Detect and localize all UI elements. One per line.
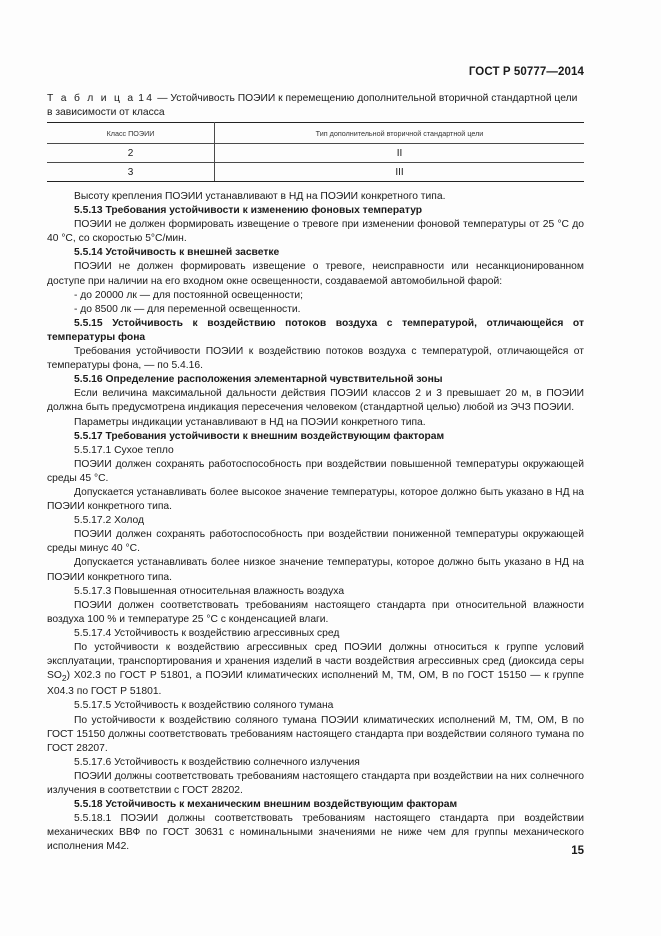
paragraph: Если величина максимальной дальности действия ПОЭИИ классов 2 и 3 превышает 20 м, в ПОЭИИ должна быть предусмотрена индикация пересечения человеком (стандартной целью) любой из ЭЧЗ ПОЭИИ.	[47, 388, 584, 414]
table-header-class: Класс ПОЭИИ	[47, 123, 215, 144]
subsection-heading: 5.5.17.3 Повышенная относительная влажность воздуха	[74, 585, 345, 597]
table-caption	[47, 92, 585, 120]
subsection-heading: 5.5.17.2 Холод	[74, 515, 144, 527]
stability-table	[47, 122, 584, 182]
paragraph: Требования устойчивости ПОЭИИ к воздействию потоков воздуха с температурой, отличающейся от температуры фона, — по 5.4.16.	[47, 346, 584, 372]
table-header-row	[47, 123, 584, 144]
table-cell-target-type: II	[215, 144, 585, 163]
subsection-heading: 5.5.17.6 Устойчивость к воздействию солнечного излучения	[74, 756, 360, 768]
section-heading-5-5-15: 5.5.15 Устойчивость к воздействию потоков воздуха с температурой, отличающейся от температуры фона	[47, 317, 584, 343]
paragraph: ПОЭИИ не должен формировать извещение о тревоге, неисправности или несанкционированном доступе при наличии на его входном окне освещенности, создаваемой автомобильной фарой:	[47, 261, 584, 287]
section-heading-5-5-18: 5.5.18 Устойчивость к механическим внешним воздействующим факторам	[74, 799, 458, 811]
paragraph: ПОЭИИ должен сохранять работоспособность при воздействии пониженной температуры окружающей среды минус 40 °С.	[47, 529, 584, 555]
list-item: - до 20000 лк — для постоянной освещенности;	[74, 289, 304, 301]
section-heading-5-5-17: 5.5.17 Требования устойчивости к внешним воздействующим факторам	[74, 430, 445, 442]
paragraph-text: По устойчивости к воздействию агрессивных сред ПОЭИИ должны относиться к группе условий эксплуатации, транспортирования и хранения изделий в части воздействия агрессивных сред (диоксида серы SO	[47, 642, 584, 682]
table-cell-class: 3	[47, 163, 215, 182]
table-caption-number: 14	[138, 93, 155, 104]
list-item: - до 8500 лк — для переменной освещенности.	[74, 303, 301, 315]
table-header-target-type: Тип дополнительной вторичной стандартной цели	[215, 123, 585, 144]
table-cell-class: 2	[47, 144, 215, 163]
paragraph: По устойчивости к воздействию соляного тумана ПОЭИИ климатических исполнений М, ТМ, ОМ, В по ГОСТ 15150 должны соответствовать требованиям настоящего стандарта при воздействии соляного тумана по ГОСТ 28207.	[47, 714, 584, 754]
subsection-heading: 5.5.17.4 Устойчивость к воздействию агрессивных сред	[74, 627, 340, 639]
paragraph: 5.5.18.1 ПОЭИИ должны соответствовать требованиям настоящего стандарта при воздействии механических ВВФ по ГОСТ 30631 с номинальными значениями не ниже чем для группы механического исполнения М42.	[47, 813, 584, 853]
table-caption-word: Т а б л и ц а	[47, 93, 136, 104]
page-number: 15	[571, 845, 584, 857]
section-heading-5-5-16: 5.5.16 Определение расположения элементарной чувствительной зоны	[74, 374, 443, 386]
subsection-heading: 5.5.17.1 Сухое тепло	[74, 444, 174, 456]
subsection-heading: 5.5.17.5 Устойчивость к воздействию соляного тумана	[74, 700, 334, 712]
table-cell-target-type: III	[215, 163, 585, 182]
paragraph: ПОЭИИ должен сохранять работоспособность при воздействии повышенной температуры окружающей среды 45 °С.	[47, 458, 584, 484]
document-header-id: ГОСТ Р 50777—2014	[468, 66, 584, 78]
paragraph: Допускается устанавливать более высокое значение температуры, которое должно быть указано в НД на ПОЭИИ конкретного типа.	[47, 486, 584, 513]
subscript: 2	[61, 673, 67, 684]
section-heading-5-5-14: 5.5.14 Устойчивость к внешней засветке	[74, 247, 280, 259]
paragraph: ПОЭИИ должны соответствовать требованиям настоящего стандарта при воздействии на них солнечного излучения в соответствии с ГОСТ 28202.	[47, 770, 584, 796]
table-caption-text: — Устойчивость ПОЭИИ к перемещению дополнительной вторичной стандартной цели в зависимости от класса	[47, 93, 578, 118]
paragraph: Высоту крепления ПОЭИИ устанавливают в НД на ПОЭИИ конкретного типа.	[74, 191, 446, 202]
paragraph: ПОЭИИ не должен формировать извещение о тревоге при изменении фоновой температуры от 25 °С до 40 °С, со скоростью 5°С/мин.	[47, 219, 584, 245]
paragraph-text: ) Х02.3 по ГОСТ Р 51801, а ПОЭИИ климатических исполнений М, ТМ, ОМ, В по ГОСТ 15150 — к группе Х04.3 по ГОСТ Р 51801.	[47, 670, 584, 698]
paragraph: Допускается устанавливать более низкое значение температуры, которое должно быть указано в НД на ПОЭИИ конкретного типа.	[47, 557, 584, 583]
document-body	[47, 190, 584, 854]
paragraph	[47, 641, 584, 699]
table-row	[47, 144, 584, 163]
table-row	[47, 163, 584, 182]
section-heading-5-5-13: 5.5.13 Требования устойчивости к изменению фоновых температур	[74, 205, 423, 217]
paragraph: Параметры индикации устанавливают в НД на ПОЭИИ конкретного типа.	[74, 416, 426, 428]
paragraph: ПОЭИИ должен соответствовать требованиям настоящего стандарта при относительной влажности воздуха 100 % и температуре 25 °С с конденсацией влаги.	[47, 599, 584, 625]
